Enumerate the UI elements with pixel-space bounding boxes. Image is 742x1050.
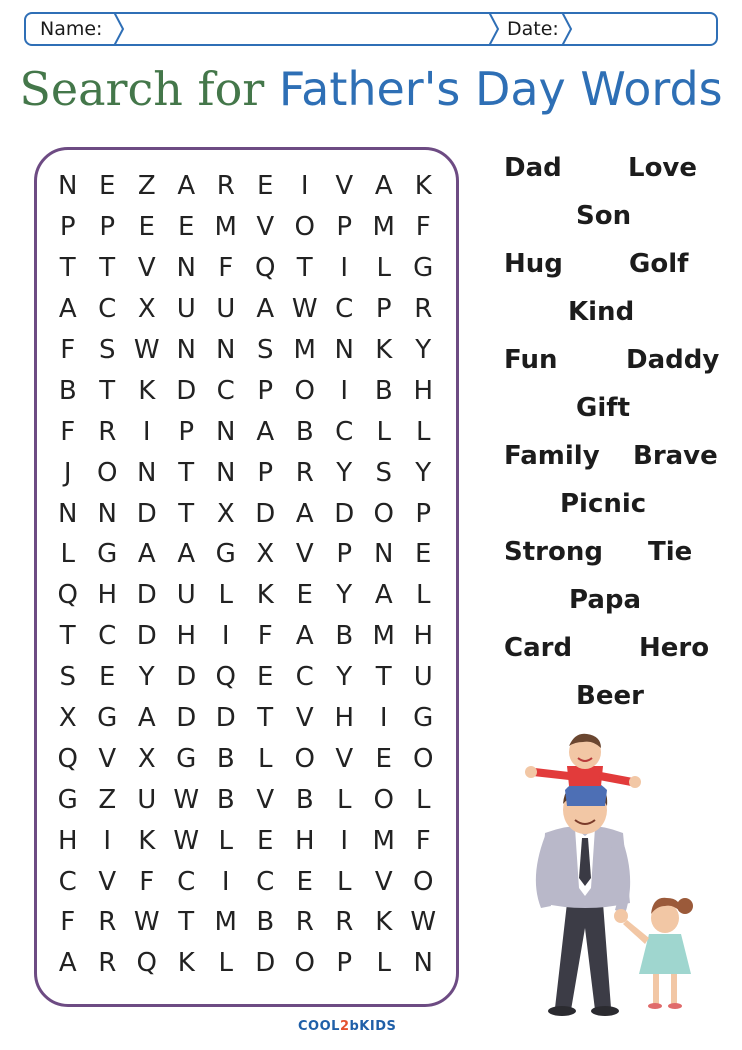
grid-letter[interactable]: U (413, 662, 433, 693)
grid-letter[interactable]: T (178, 498, 195, 529)
grid-letter[interactable]: O (97, 457, 118, 488)
grid-letter[interactable]: R (295, 907, 314, 938)
grid-letter[interactable]: W (173, 825, 200, 856)
grid-letter[interactable]: O (373, 784, 394, 815)
grid-letter[interactable]: P (178, 416, 195, 447)
grid-letter[interactable]: V (98, 866, 117, 897)
word-list-item: Hug (504, 249, 563, 279)
grid-letter[interactable]: D (136, 621, 157, 652)
grid-letter[interactable]: L (416, 580, 431, 611)
grid-letter[interactable]: E (257, 662, 274, 693)
grid-letter[interactable]: I (300, 171, 309, 202)
grid-letter[interactable]: S (98, 335, 116, 365)
grid-letter[interactable]: L (218, 580, 233, 611)
grid-letter[interactable]: H (413, 375, 434, 406)
name-field[interactable] (126, 14, 486, 44)
grid-letter[interactable]: V (256, 784, 275, 815)
logo-part-1: COOL (298, 1019, 340, 1034)
grid-letter[interactable]: N (216, 457, 236, 488)
grid-letter[interactable]: U (137, 784, 157, 815)
grid-letter[interactable]: L (337, 784, 352, 815)
grid-letter[interactable]: A (137, 703, 156, 734)
grid-letter[interactable]: E (257, 825, 274, 856)
grid-letter[interactable]: F (60, 335, 76, 365)
grid-letter[interactable]: P (415, 498, 432, 529)
grid-letter[interactable]: L (416, 784, 431, 815)
grid-letter[interactable]: B (256, 907, 275, 938)
date-field[interactable] (576, 14, 714, 44)
grid-letter[interactable]: X (256, 539, 275, 570)
word-list-item: Gift (576, 393, 630, 423)
grid-letter[interactable]: T (178, 907, 195, 938)
grid-letter[interactable]: Q (57, 580, 78, 611)
grid-letter[interactable]: F (60, 416, 76, 447)
grid-letter[interactable]: C (177, 866, 196, 897)
grid-letter[interactable]: N (137, 457, 157, 488)
grid-letter[interactable]: R (98, 948, 117, 979)
grid-letter[interactable]: M (372, 212, 395, 243)
grid-letter[interactable]: A (374, 171, 393, 202)
grid-letter[interactable]: N (374, 539, 394, 570)
grid-letter[interactable]: C (98, 294, 117, 325)
logo-part-2: 2 (339, 1019, 350, 1034)
grid-letter[interactable]: Y (336, 580, 353, 611)
grid-letter[interactable]: M (214, 907, 237, 938)
grid-letter[interactable]: X (137, 294, 156, 325)
grid-letter[interactable]: F (257, 621, 273, 652)
grid-letter[interactable]: A (256, 416, 275, 447)
word-list-item: Tie (648, 537, 693, 567)
grid-letter[interactable]: S (375, 457, 392, 488)
grid-letter[interactable]: E (257, 171, 274, 202)
title-part-2: Father's Day Words (278, 62, 723, 116)
word-list-item: Papa (569, 585, 642, 615)
logo-part-3: bKIDS (349, 1019, 397, 1034)
grid-letter[interactable]: K (138, 375, 156, 406)
grid-letter[interactable]: C (335, 294, 354, 325)
date-label: Date: (507, 18, 559, 40)
grid-letter[interactable]: Q (255, 253, 276, 284)
grid-letter[interactable]: A (177, 539, 196, 570)
grid-letter[interactable]: L (60, 539, 75, 570)
grid-letter[interactable]: E (415, 539, 432, 570)
grid-letter[interactable]: D (136, 580, 157, 611)
grid-letter[interactable]: V (98, 743, 117, 774)
grid-letter[interactable]: B (295, 784, 314, 815)
grid-letter[interactable]: K (256, 580, 274, 611)
word-list-item: Daddy (626, 345, 720, 375)
grid-letter[interactable]: I (340, 375, 349, 406)
grid-letter[interactable]: H (413, 621, 434, 652)
grid-letter[interactable]: L (376, 253, 391, 284)
grid-letter[interactable]: H (334, 703, 355, 734)
grid-letter[interactable]: H (57, 825, 78, 856)
grid-letter[interactable]: G (215, 539, 236, 570)
grid-letter[interactable]: B (335, 621, 354, 652)
grid-letter[interactable]: P (336, 539, 353, 570)
grid-letter[interactable]: N (176, 335, 196, 365)
grid-letter[interactable]: V (335, 743, 354, 774)
name-label: Name: (40, 18, 103, 40)
word-list-item: Love (628, 153, 698, 183)
grid-letter[interactable]: I (221, 866, 230, 897)
grid-letter[interactable]: Q (136, 948, 157, 979)
grid-letter[interactable]: T (59, 253, 76, 284)
date-chevron-icon (560, 12, 574, 46)
grid-letter[interactable]: C (335, 416, 354, 447)
grid-letter[interactable]: R (295, 457, 314, 488)
father-children-illustration (515, 728, 730, 1018)
page-title (0, 62, 742, 117)
grid-letter[interactable]: A (256, 294, 275, 325)
grid-letter[interactable]: D (255, 498, 276, 529)
grid-letter[interactable]: B (295, 416, 314, 447)
grid-letter[interactable]: X (137, 743, 156, 774)
grid-letter[interactable]: P (375, 294, 392, 325)
name-chevron-icon (112, 12, 126, 46)
grid-letter[interactable]: R (335, 907, 354, 938)
grid-letter[interactable]: I (379, 703, 388, 734)
grid-letter[interactable]: I (221, 621, 230, 652)
grid-letter[interactable]: O (294, 375, 315, 406)
grid-letter[interactable]: W (410, 907, 437, 938)
grid-letter[interactable]: Z (137, 171, 156, 202)
grid-letter[interactable]: H (294, 825, 315, 856)
word-list-item: Dad (504, 153, 562, 183)
grid-letter[interactable]: N (216, 335, 236, 365)
grid-letter[interactable]: W (291, 294, 318, 325)
grid-letter[interactable]: L (218, 825, 233, 856)
grid-letter[interactable]: N (216, 416, 236, 447)
grid-letter[interactable]: O (294, 212, 315, 243)
grid-letter[interactable]: K (375, 907, 393, 938)
word-list-item: Strong (504, 537, 603, 567)
grid-letter[interactable]: I (142, 416, 151, 447)
grid-letter[interactable]: I (340, 253, 349, 284)
grid-letter[interactable]: I (340, 825, 349, 856)
grid-letter[interactable]: T (257, 703, 274, 734)
grid-letter[interactable]: T (296, 253, 313, 284)
word-list-item: Kind (568, 297, 635, 327)
grid-letter[interactable]: W (133, 907, 160, 938)
grid-letter[interactable]: X (216, 498, 235, 529)
word-list-item: Picnic (560, 489, 647, 519)
grid-letter[interactable]: K (138, 825, 156, 856)
grid-letter[interactable]: H (97, 580, 118, 611)
grid-letter[interactable]: X (58, 703, 77, 734)
grid-letter[interactable]: J (63, 457, 72, 488)
grid-letter[interactable]: C (216, 375, 235, 406)
grid-letter[interactable]: R (216, 171, 235, 202)
word-list-item: Son (576, 201, 632, 231)
word-list-item: Beer (576, 681, 644, 711)
grid-letter[interactable]: Y (415, 335, 432, 365)
grid-letter[interactable]: D (176, 703, 197, 734)
grid-letter[interactable]: D (255, 948, 276, 979)
cool2bkids-logo (298, 1019, 396, 1034)
grid-letter[interactable]: B (58, 375, 77, 406)
word-list-item: Card (504, 633, 573, 663)
grid-letter[interactable]: D (136, 498, 157, 529)
grid-letter[interactable]: F (139, 866, 155, 897)
grid-letter[interactable]: D (176, 662, 197, 693)
grid-letter[interactable]: A (58, 948, 77, 979)
grid-letter[interactable]: M (372, 621, 395, 652)
grid-letter[interactable]: O (373, 498, 394, 529)
grid-letter[interactable]: F (60, 907, 76, 938)
grid-letter[interactable]: Y (415, 457, 432, 488)
grid-letter[interactable]: G (413, 253, 434, 284)
grid-letter[interactable]: L (258, 743, 273, 774)
grid-letter[interactable]: K (414, 171, 432, 202)
grid-letter[interactable]: C (256, 866, 275, 897)
grid-letter[interactable]: U (176, 294, 196, 325)
grid-letter[interactable]: V (295, 539, 314, 570)
grid-letter[interactable]: A (374, 580, 393, 611)
grid-letter[interactable]: Q (57, 743, 78, 774)
grid-letter[interactable]: Y (336, 662, 353, 693)
grid-letter[interactable]: R (414, 294, 433, 325)
letter-grid (48, 166, 442, 984)
grid-letter[interactable]: L (337, 866, 352, 897)
grid-letter[interactable]: V (374, 866, 393, 897)
grid-letter[interactable]: U (216, 294, 236, 325)
grid-letter[interactable]: D (334, 498, 355, 529)
grid-letter[interactable]: K (375, 335, 393, 365)
grid-letter[interactable]: E (375, 743, 392, 774)
grid-letter[interactable]: P (336, 212, 353, 243)
grid-letter[interactable]: H (176, 621, 197, 652)
grid-letter[interactable]: G (57, 784, 78, 815)
grid-letter[interactable]: P (99, 212, 116, 243)
grid-letter[interactable]: A (177, 171, 196, 202)
grid-letter[interactable]: G (413, 703, 434, 734)
grid-letter[interactable]: N (176, 253, 196, 284)
grid-letter[interactable]: P (257, 457, 274, 488)
grid-letter[interactable]: P (336, 948, 353, 979)
grid-letter[interactable]: B (216, 743, 235, 774)
grid-letter[interactable]: L (218, 948, 233, 979)
grid-letter[interactable]: T (375, 662, 392, 693)
grid-letter[interactable]: M (214, 212, 237, 243)
grid-letter[interactable]: N (58, 498, 78, 529)
grid-letter[interactable]: A (295, 498, 314, 529)
grid-letter[interactable]: A (137, 539, 156, 570)
grid-letter[interactable]: T (59, 621, 76, 652)
grid-letter[interactable]: N (97, 498, 117, 529)
grid-letter[interactable]: G (97, 703, 118, 734)
grid-letter[interactable]: W (173, 784, 200, 815)
grid-letter[interactable]: S (256, 335, 274, 365)
grid-letter[interactable]: O (294, 743, 315, 774)
grid-letter[interactable]: C (295, 662, 314, 693)
grid-letter[interactable]: L (376, 416, 391, 447)
grid-letter[interactable]: E (99, 662, 116, 693)
grid-letter[interactable]: G (176, 743, 197, 774)
grid-letter[interactable]: V (137, 253, 156, 284)
word-list-item: Family (504, 441, 600, 471)
grid-letter[interactable]: D (176, 375, 197, 406)
word-list-item: Golf (629, 249, 689, 279)
grid-letter[interactable]: L (416, 416, 431, 447)
grid-letter[interactable]: N (413, 948, 433, 979)
grid-letter[interactable]: Y (336, 457, 353, 488)
grid-letter[interactable]: E (296, 866, 313, 897)
name-date-bar (24, 12, 718, 46)
grid-letter[interactable]: B (374, 375, 393, 406)
word-list-item: Brave (633, 441, 718, 471)
grid-letter[interactable]: V (295, 703, 314, 734)
grid-letter[interactable]: N (58, 171, 78, 202)
grid-letter[interactable]: L (376, 948, 391, 979)
grid-letter[interactable]: Q (215, 662, 236, 693)
grid-letter[interactable]: S (59, 662, 76, 693)
grid-letter[interactable]: F (218, 253, 234, 284)
date-divider-icon (487, 12, 501, 46)
grid-letter[interactable]: C (58, 866, 77, 897)
grid-letter[interactable]: R (98, 416, 117, 447)
grid-letter[interactable]: F (415, 212, 431, 243)
grid-letter[interactable]: N (334, 335, 354, 365)
grid-letter[interactable]: P (257, 375, 274, 406)
grid-letter[interactable]: R (98, 907, 117, 938)
grid-letter[interactable]: I (103, 825, 112, 856)
grid-letter[interactable]: O (413, 743, 434, 774)
grid-letter[interactable]: T (99, 375, 116, 406)
grid-letter[interactable]: A (58, 294, 77, 325)
grid-letter[interactable]: U (176, 580, 196, 611)
grid-letter[interactable]: M (372, 825, 395, 856)
word-list-item: Hero (639, 633, 710, 663)
grid-letter[interactable]: D (215, 703, 236, 734)
grid-letter[interactable]: C (98, 621, 117, 652)
word-list-item: Fun (504, 345, 558, 375)
grid-letter[interactable]: T (178, 457, 195, 488)
title-part-1: Search for (19, 62, 279, 116)
grid-letter[interactable]: P (59, 212, 76, 243)
grid-letter[interactable]: B (216, 784, 235, 815)
grid-letter[interactable]: O (413, 866, 434, 897)
grid-letter[interactable]: E (178, 212, 195, 243)
grid-letter[interactable]: A (295, 621, 314, 652)
grid-letter[interactable]: F (415, 825, 431, 856)
grid-letter[interactable]: V (256, 212, 275, 243)
grid-letter[interactable]: Y (138, 662, 155, 693)
grid-letter[interactable]: E (296, 580, 313, 611)
grid-letter[interactable]: E (99, 171, 116, 202)
grid-letter[interactable]: G (97, 539, 118, 570)
grid-letter[interactable]: T (99, 253, 116, 284)
grid-letter[interactable]: O (294, 948, 315, 979)
grid-letter[interactable]: M (293, 335, 316, 365)
grid-letter[interactable]: K (177, 948, 195, 979)
grid-letter[interactable]: E (138, 212, 155, 243)
grid-letter[interactable]: Z (98, 784, 117, 815)
grid-letter[interactable]: W (133, 335, 160, 365)
grid-letter[interactable]: V (335, 171, 354, 202)
